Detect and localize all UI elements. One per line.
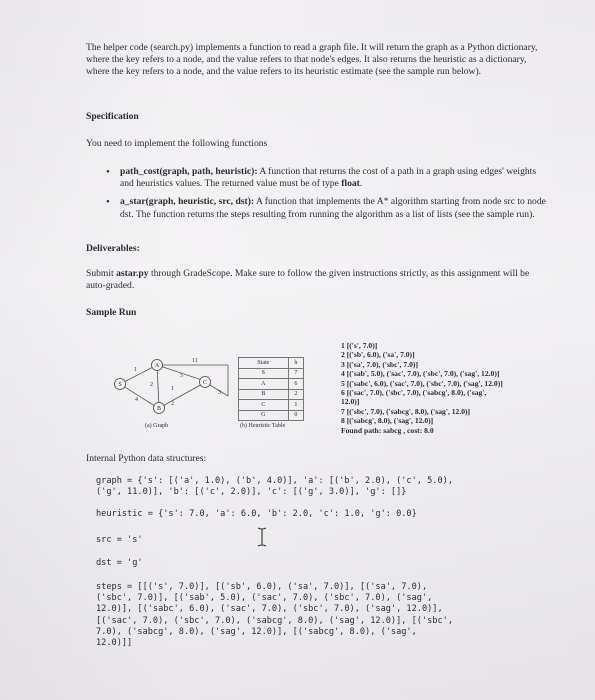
heuristic-table bbox=[238, 357, 304, 421]
state-cell: S bbox=[239, 368, 289, 379]
state-header: State bbox=[239, 358, 289, 369]
a-star-description: A function that implements the A* algorithm starting from node src to node dst. The function returns the steps resulting from running the algorithm as a list of lists (see the sample run). bbox=[120, 196, 546, 220]
table-row bbox=[239, 400, 304, 411]
path-cost-type: float bbox=[341, 178, 360, 190]
table-row bbox=[239, 368, 304, 379]
deliverables-file: astar.py bbox=[116, 268, 149, 279]
bullet-path-cost bbox=[106, 166, 546, 190]
deliverables-pre: Submit bbox=[86, 268, 117, 279]
table-row bbox=[239, 389, 304, 400]
state-cell: G bbox=[239, 410, 289, 421]
found-path-line: Found path: sabcg , cost: 8.0 bbox=[341, 425, 434, 435]
run-line: 8 [('sabcg', 8.0), ('sag', 12.0)] bbox=[341, 416, 434, 426]
weight-2-bc: 2 bbox=[171, 401, 174, 407]
h-cell: 7 bbox=[288, 368, 303, 379]
node-c-label: C bbox=[202, 380, 208, 386]
heuristic-table-header bbox=[239, 358, 304, 369]
run-line: 2 [('sb', 6.0), ('sa', 7.0)] bbox=[341, 350, 415, 360]
h-cell: 6 bbox=[288, 379, 303, 390]
bullet-a-star bbox=[106, 196, 546, 220]
run-line: 6 [('sac', 7.0), ('sbc', 7.0), ('sabcg', 8.0), ('sag', bbox=[341, 388, 487, 398]
code-steps: steps = [[('s', 7.0)], [('sb', 6.0), ('sa', 7.0)], [('sa', 7.0), ('sbc', 7.0)], [('sab', 5.0), ('sac', 7.0), ('sbc', 7.0), ('sag', 12.0)], [('sabc', 6.0), ('sac', 7.0), ('sbc', 7.0), ('sag', 12.0)], [('sac', 7.0), ('sbc', 7.0), ('sabcg', 8.0), ('sag', 12.0)], [('sbc', 7.0), ('sabcg', 8.0), ('sag', 12.0)], [('sabcg', 8.0), ('sag', 12.0)]] bbox=[96, 582, 453, 649]
weight-3: 3 bbox=[218, 390, 221, 396]
h-cell: 1 bbox=[288, 400, 303, 411]
text-cursor-icon bbox=[255, 527, 269, 547]
edge-a-b bbox=[154, 363, 160, 407]
weight-11: 11 bbox=[192, 358, 198, 364]
sample-run-output bbox=[341, 341, 551, 435]
weight-5: 5 bbox=[180, 373, 183, 379]
weight-1-b: 1 bbox=[171, 386, 174, 392]
run-line: 5 [('sabc', 6.0), ('sac', 7.0), ('sbc', 7.0), ('sag', 12.0)] bbox=[341, 378, 503, 388]
specification-text: You need to implement the following functions bbox=[86, 138, 268, 149]
deliverables-heading: Deliverables: bbox=[86, 243, 140, 254]
state-cell: B bbox=[239, 389, 289, 400]
h-cell: 0 bbox=[288, 410, 303, 421]
table-row bbox=[239, 379, 304, 390]
path-cost-description: A function that returns the cost of a path in a graph using edges' weights and heuristics values. The returned value must be of type bbox=[120, 166, 537, 190]
run-line: 3 [('sa', 7.0), ('sbc', 7.0)] bbox=[341, 359, 418, 369]
node-s-label: S bbox=[118, 382, 122, 388]
graph-figure bbox=[108, 350, 233, 435]
node-b-label: B bbox=[156, 406, 162, 412]
internal-structures-heading: Internal Python data structures: bbox=[86, 453, 207, 464]
graph-caption: (a) Graph bbox=[145, 423, 169, 429]
specification-heading: Specification bbox=[86, 111, 139, 122]
code-heuristic: heuristic = {'s': 7.0, 'a': 6.0, 'b': 2.0, 'c': 1.0, 'g': 0.0} bbox=[96, 509, 417, 519]
h-cell: 2 bbox=[288, 389, 303, 400]
code-dst: dst = 'g' bbox=[96, 558, 143, 568]
node-a-label: A bbox=[154, 363, 160, 369]
deliverables-text bbox=[86, 268, 541, 292]
state-cell: C bbox=[239, 400, 289, 411]
h-header: h bbox=[288, 358, 303, 369]
path-cost-tail: . bbox=[359, 178, 363, 190]
weight-4: 4 bbox=[135, 397, 138, 403]
path-cost-signature: path_cost(graph, path, heuristic): bbox=[120, 166, 258, 177]
run-line: 12.0)] bbox=[341, 397, 360, 407]
run-line: 1 [('s', 7.0)] bbox=[341, 341, 378, 350]
code-src: src = 's' bbox=[96, 535, 143, 545]
run-line: 7 [('sbc', 7.0), ('sabcg', 8.0), ('sag', 12.0)] bbox=[341, 406, 471, 416]
deliverables-post: through GradeScope. Make sure to follow the given instructions strictly, as this assignment will be auto-graded. bbox=[86, 268, 530, 292]
weight-1: 1 bbox=[134, 367, 137, 373]
weight-2-ab: 2 bbox=[150, 382, 153, 388]
intro-paragraph: The helper code (search.py) implements a function to read a graph file. It will return the graph as a Python dictionary, where the key refers to a node, and the value refers to that node's edges. It also returns the heuristic as a dictionary, where the key refers to a node, and the value refers to its heuristic estimate (see the sample run below). bbox=[86, 42, 538, 78]
code-graph: graph = {'s': [('a', 1.0), ('b', 4.0)], 'a': [('b', 2.0), ('c', 5.0), ('g', 11.0)], 'b': [('c', 2.0)], 'c': [('g', 3.0)], 'g': []} bbox=[96, 476, 453, 498]
edge-b-c bbox=[159, 383, 204, 408]
function-list bbox=[106, 166, 546, 227]
state-cell: A bbox=[239, 379, 289, 390]
sample-run-heading: Sample Run bbox=[86, 307, 137, 318]
table-caption: (b) Heuristic Table bbox=[240, 423, 286, 429]
a-star-signature: a_star(graph, heuristic, src, dst): bbox=[120, 196, 255, 208]
table-row bbox=[239, 410, 304, 421]
run-line: 4 [('sab', 5.0), ('sac', 7.0), ('sbc', 7.0), ('sag', 12.0)] bbox=[341, 369, 500, 379]
